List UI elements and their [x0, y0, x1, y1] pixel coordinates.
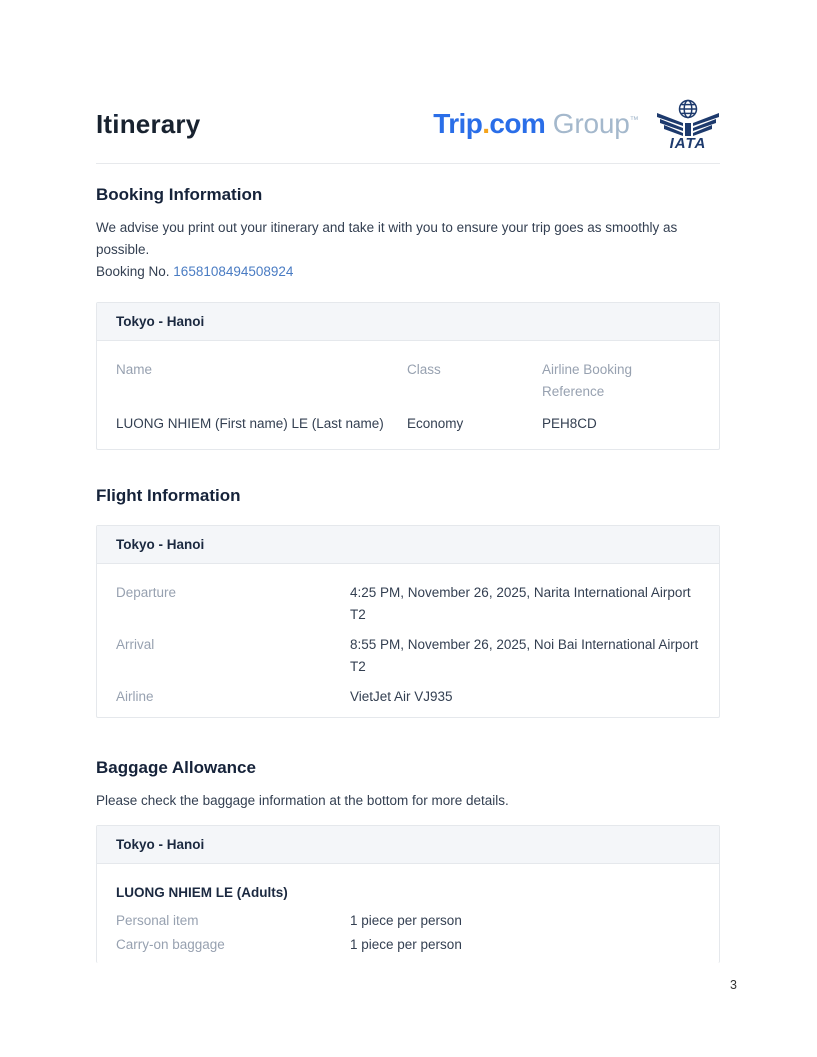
column-header-class: Class [407, 362, 441, 377]
iata-logo-text: IATA [669, 135, 707, 150]
column-header-name: Name [116, 362, 153, 377]
baggage-row-carry-on [116, 934, 700, 956]
header-divider [96, 163, 720, 164]
booking-number-line [96, 261, 720, 283]
flight-information-heading: Flight Information [96, 486, 241, 505]
flight-row-departure [116, 582, 700, 626]
tripcom-logo-dot: . [482, 108, 490, 139]
arrival-label: Arrival [116, 637, 155, 652]
personal-item-value: 1 piece per person [350, 913, 462, 928]
baggage-passenger-name: LUONG NHIEM LE (Adults) [116, 885, 288, 900]
tripcom-logo-group: Group [545, 108, 630, 139]
page-content [96, 0, 720, 963]
departure-value: 4:25 PM, November 26, 2025, Narita International Airport T2 [350, 585, 691, 622]
page-number: 3 [730, 978, 737, 992]
flight-card-body [97, 564, 719, 717]
trademark-symbol: ™ [629, 114, 638, 125]
carry-on-label: Carry-on baggage [116, 937, 225, 952]
personal-item-label: Personal item [116, 913, 199, 928]
baggage-note-text: Please check the baggage information at the bottom for more details. [96, 793, 509, 808]
arrival-value: 8:55 PM, November 26, 2025, Noi Bai International Airport T2 [350, 637, 699, 674]
booking-information-heading: Booking Information [96, 185, 263, 204]
booking-card-route-header: Tokyo - Hanoi [97, 303, 719, 341]
booking-advice-text: We advise you print out your itinerary and take it with you to ensure your trip goes as smoothly as possible. [96, 220, 678, 257]
baggage-allowance-heading: Baggage Allowance [96, 758, 256, 777]
airline-value: VietJet Air VJ935 [350, 689, 453, 704]
booking-card-body [97, 341, 719, 449]
logo-row [433, 98, 720, 150]
flight-card [96, 525, 720, 718]
booking-number-label: Booking No. [96, 264, 174, 279]
document-header [96, 100, 720, 148]
flight-row-airline [116, 686, 700, 708]
column-header-airline-ref: Airline Booking Reference [542, 362, 633, 399]
tripcom-group-logo [433, 108, 638, 140]
passenger-name-cell: LUONG NHIEM (First name) LE (Last name) [116, 416, 384, 431]
baggage-row-personal-item [116, 910, 700, 932]
baggage-card-route-header: Tokyo - Hanoi [97, 826, 719, 864]
booking-card [96, 302, 720, 450]
page-title: Itinerary [96, 108, 201, 139]
passenger-airline-ref-cell: PEH8CD [542, 416, 597, 431]
flight-row-arrival [116, 634, 700, 678]
tripcom-logo-trip: Trip [433, 108, 483, 139]
passenger-class-cell: Economy [407, 416, 464, 431]
baggage-card [96, 825, 720, 963]
tripcom-logo-com: com [489, 108, 546, 139]
carry-on-value: 1 piece per person [350, 937, 462, 952]
baggage-card-body [97, 864, 719, 963]
booking-number-link[interactable]: 1658108494508924 [173, 264, 294, 279]
iata-logo-icon [656, 98, 720, 150]
flight-card-route-header: Tokyo - Hanoi [97, 526, 719, 564]
airline-label: Airline [116, 689, 154, 704]
departure-label: Departure [116, 585, 177, 600]
passenger-table [116, 359, 700, 437]
